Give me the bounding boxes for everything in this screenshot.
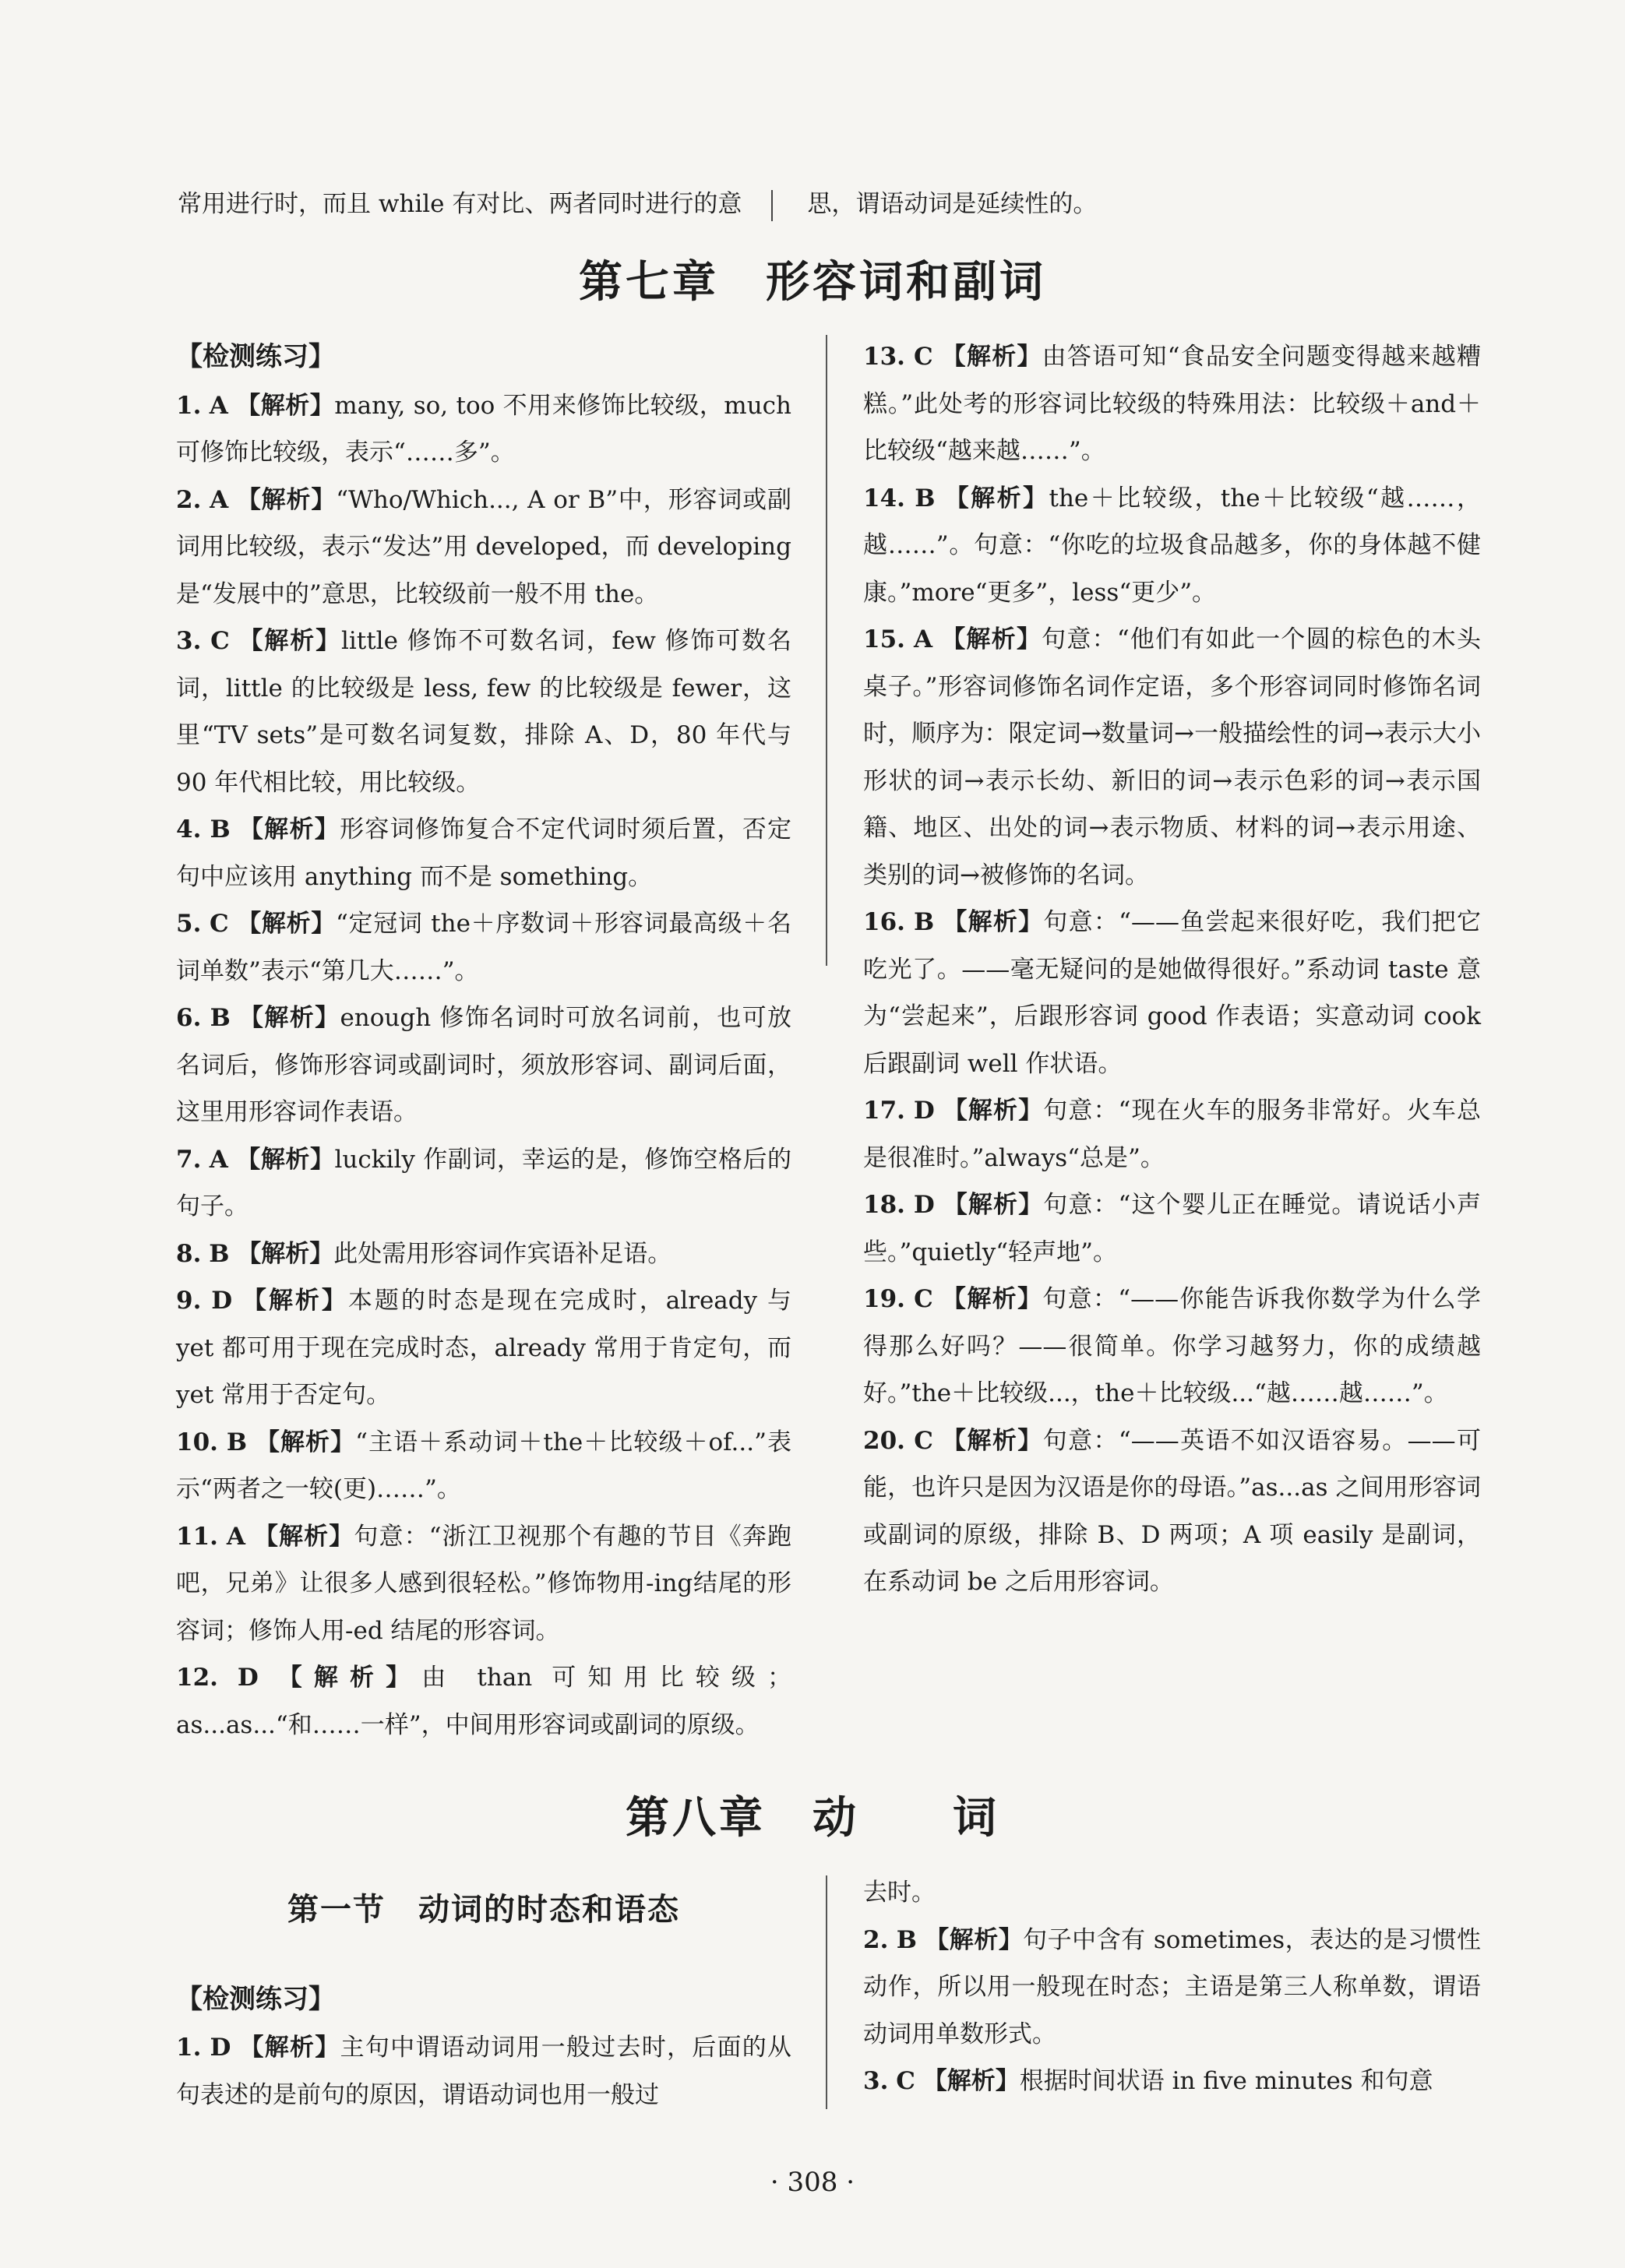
answer-choice: B <box>210 1004 231 1032</box>
answer-item <box>176 477 791 618</box>
answer-choice: B <box>209 1239 230 1268</box>
page-number: · 308 · <box>770 2167 855 2198</box>
analysis-tag: 【解析】 <box>922 2067 1020 2095</box>
analysis-text: little 修饰不可数名词，few 修饰可数名词，little 的比较级是 less, few 的比较级是 fewer，这里“TV sets”是可数名词复数，排除 A、D，80 年代与 90 年代相比较，用比较级。 <box>176 627 792 797</box>
analysis-text: “定冠词 the＋序数词＋形容词最高级＋名词单数”表示“第几大……”。 <box>176 910 792 985</box>
answer-number: 13. <box>863 343 905 371</box>
analysis-tag: 【解析】 <box>237 1239 334 1268</box>
answer-choice: C <box>914 343 933 371</box>
analysis-tag: 【解析】 <box>238 627 341 655</box>
analysis-tag: 【解析】 <box>241 1287 348 1315</box>
answer-item <box>176 806 791 900</box>
answer-choice: D <box>913 1097 935 1125</box>
answer-number: 14. <box>863 484 905 512</box>
answer-number: 10. <box>176 1428 218 1456</box>
answer-item <box>176 995 791 1136</box>
analysis-tag: 【解析】 <box>237 910 336 938</box>
answer-number: 6. <box>176 1004 202 1032</box>
answer-choice: B <box>915 484 936 512</box>
continuation-left: 常用进行时，而且 while 有对比、两者同时进行的意 <box>178 190 742 218</box>
continuation-right: 思，谓语动词是延续性的。 <box>807 190 1098 218</box>
answer-number: 11. <box>176 1522 218 1551</box>
analysis-text: “主语＋系动词＋the＋比较级＋of...”表示“两者之一较(更)……”。 <box>176 1428 791 1503</box>
answer-number: 1. <box>176 2034 202 2062</box>
answer-choice: B <box>896 1925 917 1954</box>
answer-choice: D <box>210 2034 231 2062</box>
analysis-text: 主句中谓语动词用一般过去时，后面的从句表述的是前句的原因，谓语动词也用一般过 <box>176 2034 792 2109</box>
answer-item <box>176 1419 791 1513</box>
analysis-text: enough 修饰名词时可放名词前，也可放名词后，修饰形容词或副词时，须放形容词、副词后面，这里用形容词作表语。 <box>176 1004 792 1126</box>
answer-number: 9. <box>176 1287 202 1315</box>
answer-item <box>863 333 1481 475</box>
answer-item <box>863 899 1481 1087</box>
section-title: 第一节 动词的时态和语态 <box>287 1892 680 1928</box>
analysis-tag: 【解析】 <box>925 1925 1024 1954</box>
answer-choice: D <box>237 1664 259 1692</box>
answer-choice: A <box>210 485 229 514</box>
answer-choice: C <box>914 1285 933 1313</box>
answer-item <box>863 1182 1481 1276</box>
answer-number: 2. <box>176 485 202 514</box>
answer-number: 8. <box>176 1239 202 1268</box>
analysis-text: luckily 作副词，幸运的是，修饰空格后的句子。 <box>176 1145 792 1220</box>
answer-number: 7. <box>176 1145 202 1174</box>
answer-number: 17. <box>863 1097 905 1125</box>
answer-choice: D <box>211 1287 233 1315</box>
analysis-text: 句意：“这个婴儿正在睡觉。请说话小声些。”quietly“轻声地”。 <box>863 1191 1481 1266</box>
answer-item <box>176 2024 791 2118</box>
analysis-tag: 【解析】 <box>941 625 1042 653</box>
answer-number: 12. <box>176 1664 218 1692</box>
chapter-7-left-column <box>176 333 791 1749</box>
answer-choice: A <box>914 625 933 653</box>
answer-number: 3. <box>176 627 202 655</box>
analysis-text: many, so, too 不用来修饰比较级，much 可修饰比较级，表示“……多”。 <box>176 391 791 467</box>
analysis-text: “Who/Which..., A or B”中，形容词或副词用比较级，表示“发达”用 developed，而 developing 是“发展中的”意思，比较级前一般不用 the。 <box>176 485 791 608</box>
analysis-tag: 【解析】 <box>942 1285 1043 1313</box>
answer-choice: A <box>209 1145 228 1174</box>
answer-choice: B <box>226 1428 248 1456</box>
answer-item <box>176 1513 791 1655</box>
analysis-tag: 【解析】 <box>943 1097 1044 1125</box>
answer-number: 3. <box>863 2067 889 2095</box>
answer-number: 15. <box>863 625 905 653</box>
answer-choice: D <box>913 1191 935 1219</box>
analysis-text: 由 than 可知用比较级；as...as...“和……一样”，中间用形容词或副词的原级。 <box>176 1664 791 1739</box>
answer-item <box>863 475 1481 617</box>
continuation-text: 去时。 <box>863 1879 936 1907</box>
analysis-tag: 【解析】 <box>236 485 337 514</box>
analysis-tag: 【解析】 <box>238 815 340 843</box>
analysis-text: 句子中含有 sometimes，表达的是习惯性动作，所以用一般现在时态；主语是第三人称单数，谓语动词用单数形式。 <box>863 1925 1482 2048</box>
answer-number: 4. <box>176 815 202 843</box>
answer-item <box>176 1277 791 1419</box>
answer-item <box>863 1276 1481 1418</box>
analysis-tag: 【解析】 <box>239 2034 340 2062</box>
answer-choice: B <box>914 908 935 936</box>
answer-item <box>176 1654 791 1749</box>
analysis-tag: 【解析】 <box>239 1004 340 1032</box>
analysis-tag: 【解析】 <box>943 908 1044 936</box>
analysis-tag: 【解析】 <box>944 484 1049 512</box>
answer-number: 2. <box>863 1925 889 1954</box>
analysis-text: 句意：“——英语不如汉语容易。——可能，也许只是因为汉语是你的母语。”as...as 之间用形容词或副词的原级，排除 B、D 两项；A 项 easily 是副词，在系动词 be 之后用形容词。 <box>863 1426 1481 1596</box>
answer-item <box>863 2058 1481 2105</box>
answer-choice: B <box>210 815 231 843</box>
answer-item <box>176 1231 791 1278</box>
answer-item <box>863 1917 1481 2058</box>
analysis-tag: 【解析】 <box>942 1426 1043 1455</box>
analysis-tag: 【解析】 <box>277 1664 422 1692</box>
answer-choice: C <box>896 2067 915 2095</box>
analysis-tag: 【解析】 <box>943 1191 1044 1219</box>
analysis-text: 根据时间状语 in five minutes 和句意 <box>1019 2067 1433 2095</box>
analysis-text: 形容词修饰复合不定代词时须后置，否定句中应该用 anything 而不是 something。 <box>176 815 792 891</box>
answer-item <box>863 1418 1481 1606</box>
answer-number: 16. <box>863 908 905 936</box>
column-bar <box>771 190 773 221</box>
answer-item <box>863 1087 1481 1182</box>
analysis-text: 句意：“——你能告诉我你数学为什么学得那么好吗？——很简单。你学习越努力，你的成绩越好。”the＋比较级...，the＋比较级...“越……越……”。 <box>863 1285 1481 1407</box>
column-divider-2 <box>826 1875 827 2109</box>
continuation-line <box>178 181 1502 227</box>
column-divider <box>826 335 827 966</box>
section-header: 【检测练习】 <box>176 341 335 372</box>
analysis-tag: 【解析】 <box>253 1522 354 1551</box>
chapter-7-title: 第七章 形容词和副词 <box>579 257 1046 308</box>
answer-choice: C <box>209 910 229 938</box>
analysis-text: 句意：“他们有如此一个圆的棕色的木头桌子。”形容词修饰名词作定语，多个形容词同时修饰名词时，顺序为：限定词→数量词→一般描绘性的词→表示大小形状的词→表示长幼、新旧的词→表示色彩的词→表示国籍、地区、出处的词→表示物质、材料的词→表示用途、类别的词→被修饰的名词。 <box>863 625 1481 889</box>
analysis-tag: 【解析】 <box>236 391 335 420</box>
analysis-tag: 【解析】 <box>255 1428 356 1456</box>
answer-item <box>176 618 791 806</box>
section-header-2: 【检测练习】 <box>176 1983 335 2015</box>
answer-number: 5. <box>176 910 202 938</box>
answer-choice: C <box>210 627 230 655</box>
answer-choice: C <box>914 1426 933 1455</box>
answer-item <box>863 616 1481 899</box>
answer-number: 20. <box>863 1426 905 1455</box>
analysis-tag: 【解析】 <box>941 343 1042 371</box>
analysis-text: 句意：“浙江卫视那个有趣的节目《奔跑吧，兄弟》让很多人感到很轻松。”修饰物用-ing结尾的形容词；修饰人用-ed 结尾的形容词。 <box>176 1522 791 1645</box>
analysis-text: the＋比较级，the＋比较级“越……，越……”。句意：“你吃的垃圾食品越多，你的身体越不健康。”more“更多”，less“更少”。 <box>863 484 1481 607</box>
answer-choice: A <box>226 1522 245 1551</box>
answer-number: 19. <box>863 1285 905 1313</box>
chapter-8-left-column <box>176 1885 791 2118</box>
analysis-text: 句意：“现在火车的服务非常好。火车总是很准时。”always“总是”。 <box>863 1097 1481 1172</box>
chapter-8-right-column <box>863 1869 1481 2105</box>
answer-number: 1. <box>176 391 202 420</box>
analysis-tag: 【解析】 <box>236 1145 335 1174</box>
answer-number: 18. <box>863 1191 905 1219</box>
answer-choice: A <box>209 391 228 420</box>
answer-item <box>176 382 791 477</box>
analysis-text: 句意：“——鱼尝起来很好吃，我们把它吃光了。——毫无疑问的是她做得很好。”系动词 taste 意为“尝起来”，后跟形容词 good 作表语；实意动词 cook 后跟副词 well 作状语。 <box>863 908 1481 1078</box>
chapter-7-right-column <box>863 333 1481 1606</box>
analysis-text: 本题的时态是现在完成时，already 与 yet 都可用于现在完成时态，already 常用于肯定句，而 yet 常用于否定句。 <box>176 1287 791 1409</box>
answer-item <box>176 900 791 995</box>
answer-item <box>176 1136 791 1231</box>
analysis-text: 由答语可知“食品安全问题变得越来越糟糕。”此处考的形容词比较级的特殊用法：比较级＋and＋比较级“越来越……”。 <box>863 343 1482 465</box>
chapter-8-title: 第八章 动 词 <box>626 1793 999 1844</box>
analysis-text: 此处需用形容词作宾语补足语。 <box>333 1239 672 1268</box>
